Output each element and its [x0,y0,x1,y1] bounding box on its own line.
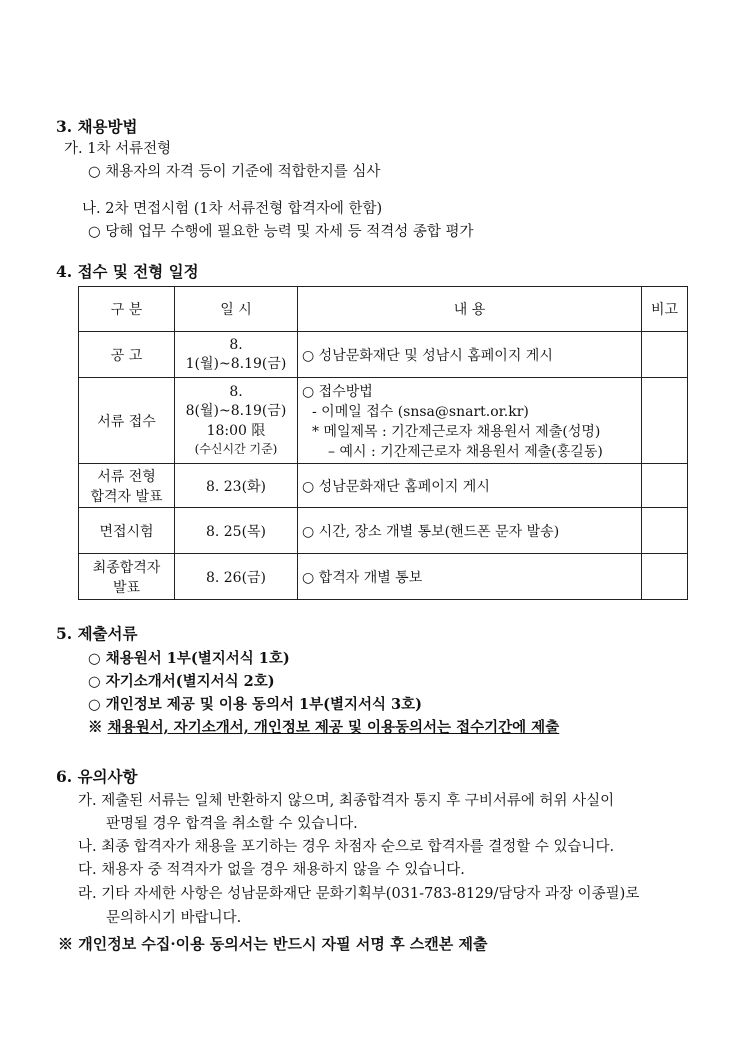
notice-item-d: 라. 기타 자세한 사항은 성남문화재단 문화기획부(031-783-8129/담당자 과장 이종필)로 [78,886,640,902]
row-category: 면접시험 [79,508,175,554]
row-category: 공 고 [79,332,175,378]
notice-item-a: 가. 제출된 서류는 일체 반환하지 않으며, 최종합격자 통지 후 구비서류에 허위 사실이 [78,793,615,809]
header-category: 구 분 [79,287,175,332]
table-row [79,554,688,600]
table-row [79,508,688,554]
notice-item-a-cont: 판명될 경우 합격을 취소할 수 있습니다. [106,816,358,832]
content-line: * 메일제목 : 기간제근로자 채용원서 제출(성명) [312,423,601,440]
notice-item-b: 나. 최종 합격자가 채용을 포기하는 경우 차점자 순으로 합격자를 결정할 수 있습니다. [78,839,615,855]
document-item: ○ 채용원서 1부(별지서식 1호) [88,650,290,667]
row-remarks [642,508,688,554]
row-date: 8. 26(금) [175,554,298,600]
row-remarks [642,464,688,508]
row-category [79,554,175,600]
row-remarks [642,332,688,378]
category-line: 발표 [112,579,141,596]
section-6-title: 6. 유의사항 [56,767,138,786]
header-remarks: 비고 [642,287,688,332]
date-note: (수신시간 기준) [194,442,278,456]
category-line: 최종합격자 [92,559,161,576]
row-content: ○ 성남문화재단 및 성남시 홈페이지 게시 [298,332,642,378]
row-date: 8. 23(화) [175,464,298,508]
section-3-item-b: 나. 2차 면접시험 (1차 서류전형 합격자에 한함) [82,201,383,217]
content-line: ○ 접수방법 [302,383,373,400]
content-line: – 예시 : 기간제근로자 채용원서 제출(홍길동) [328,443,603,460]
row-category: 서류 접수 [79,378,175,464]
final-note: ※ 개인정보 수집·이용 동의서는 반드시 자필 서명 후 스캔본 제출 [58,935,488,953]
table-row [79,464,688,508]
row-remarks [642,554,688,600]
submission-note [88,716,559,737]
row-category [79,464,175,508]
table-row [79,332,688,378]
row-content: ○ 합격자 개별 통보 [298,554,642,600]
note-text: 채용원서, 자기소개서, 개인정보 제공 및 이용동의서는 접수기간에 제출 [107,719,560,736]
section-3-title: 3. 채용방법 [56,117,138,136]
row-date [175,378,298,464]
note-mark: ※ [88,719,103,736]
section-3-item-a-detail: ○ 채용자의 자격 등이 기준에 적합한지를 심사 [88,164,381,180]
row-date: 8. 1(월)~8.19(금) [175,332,298,378]
row-date: 8. 25(목) [175,508,298,554]
notice-item-c: 다. 채용자 중 적격자가 없을 경우 채용하지 않을 수 있습니다. [78,862,465,878]
row-content: ○ 시간, 장소 개별 통보(핸드폰 문자 발송) [298,508,642,554]
document-item: ○ 개인정보 제공 및 이용 동의서 1부(별지서식 3호) [88,696,423,713]
document-item: ○ 자기소개서(별지서식 2호) [88,673,275,690]
section-3-item-a: 가. 1차 서류전형 [64,141,172,157]
schedule-table [78,286,688,600]
header-content: 내 용 [298,287,642,332]
notice-item-d-cont: 문의하시기 바랍니다. [106,910,242,926]
date-deadline: 18:00 限 [206,423,266,439]
content-line: - 이메일 접수 (snsa@snart.or.kr) [312,403,529,420]
category-line: 합격자 발표 [90,488,163,505]
row-remarks [642,378,688,464]
row-content [298,378,642,464]
section-3-item-b-detail: ○ 당해 업무 수행에 필요한 능력 및 자세 등 적격성 종합 평가 [88,224,474,240]
section-4-title: 4. 접수 및 전형 일정 [56,262,199,281]
table-row [79,378,688,464]
row-content: ○ 성남문화재단 홈페이지 게시 [298,464,642,508]
date-range: 8. 8(월)~8.19(금) [185,384,287,419]
section-5-title: 5. 제출서류 [56,624,138,643]
header-date: 일 시 [175,287,298,332]
category-line: 서류 전형 [97,468,156,485]
table-header-row [79,287,688,332]
